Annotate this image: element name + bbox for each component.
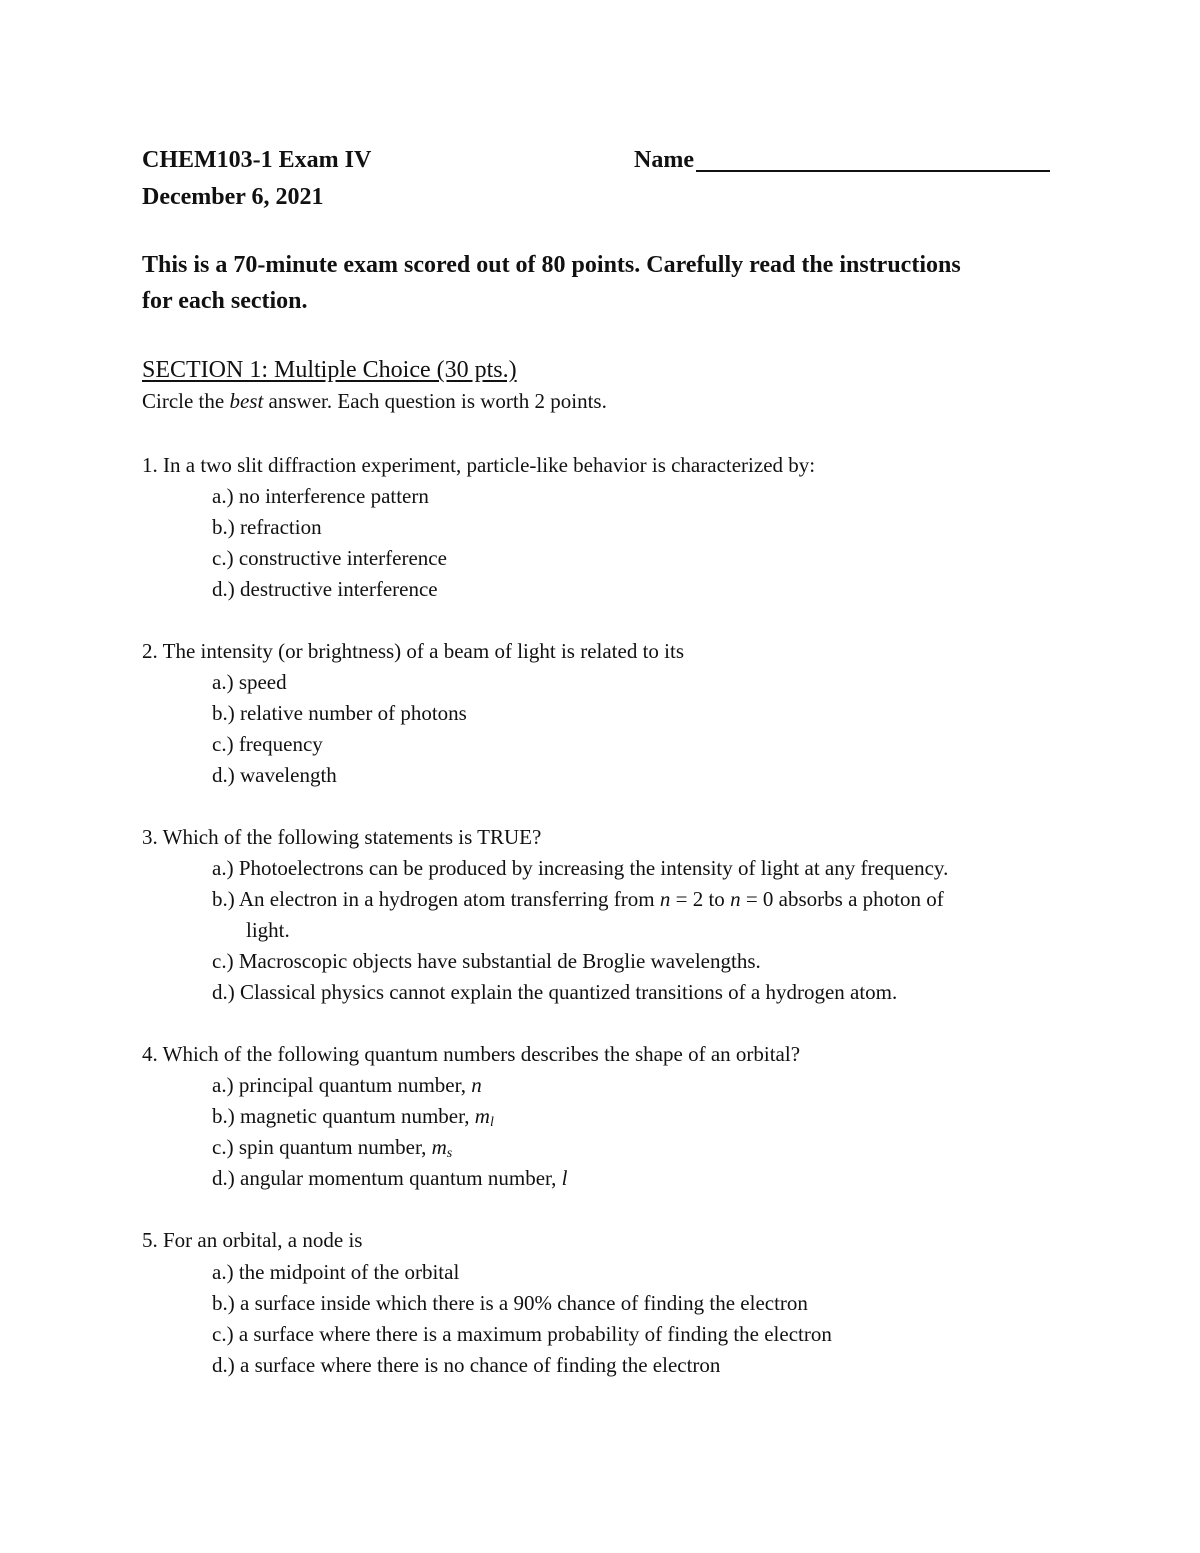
question-2-option-d[interactable]: d.) wavelength (212, 763, 337, 787)
question-4-option-d[interactable]: d.) angular momentum quantum number, l (212, 1166, 568, 1190)
exam-date: December 6, 2021 (142, 184, 324, 210)
question-3-option-a[interactable]: a.) Photoelectrons can be produced by increasing the intensity of light at any frequency. (212, 856, 949, 880)
question-5-stem: 5. For an orbital, a node is (142, 1228, 363, 1252)
name-field (634, 144, 1050, 176)
question-1-stem: 1. In a two slit diffraction experiment, particle-like behavior is characterized by: (142, 453, 816, 477)
question-4-option-a[interactable]: a.) principal quantum number, n (212, 1073, 482, 1097)
question-5-option-c[interactable]: c.) a surface where there is a maximum probability of finding the electron (212, 1322, 832, 1346)
emphasis-best: best (229, 389, 264, 413)
question-3-option-b-continued: light. (246, 918, 290, 942)
question-2-stem: 2. The intensity (or brightness) of a beam of light is related to its (142, 639, 685, 663)
name-label: Name (634, 147, 694, 173)
question-4-option-c[interactable]: c.) spin quantum number, $m_s$ (212, 1135, 453, 1161)
question-3-stem: 3. Which of the following statements is TRUE? (142, 825, 542, 849)
question-5-option-a[interactable]: a.) the midpoint of the orbital (212, 1260, 460, 1284)
question-4-option-b[interactable]: b.) magnetic quantum number, $m_l$ (212, 1104, 494, 1130)
question-1-option-b[interactable]: b.) refraction (212, 515, 322, 539)
question-5-option-d[interactable]: d.) a surface where there is no chance of finding the electron (212, 1353, 721, 1377)
question-1-option-d[interactable]: d.) destructive interference (212, 577, 438, 601)
name-blank-line (696, 169, 1050, 172)
question-2-option-a[interactable]: a.) speed (212, 670, 287, 694)
question-4-stem: 4. Which of the following quantum numbers describes the shape of an orbital? (142, 1042, 801, 1066)
question-2-option-c[interactable]: c.) frequency (212, 732, 323, 756)
question-1-option-c[interactable]: c.) constructive interference (212, 546, 447, 570)
question-1-option-a[interactable]: a.) no interference pattern (212, 484, 429, 508)
intro-line-2: for each section. (142, 288, 308, 314)
intro-line-1: This is a 70-minute exam scored out of 80 points. Carefully read the instructions (142, 252, 961, 278)
question-3-option-b[interactable]: b.) An electron in a hydrogen atom transferring from n = 2 to n = 0 absorbs a photon of (212, 887, 944, 911)
question-3-option-d[interactable]: d.) Classical physics cannot explain the quantized transitions of a hydrogen atom. (212, 980, 898, 1004)
section-1-title: SECTION 1: Multiple Choice (30 pts.) (142, 357, 517, 383)
question-2-option-b[interactable]: b.) relative number of photons (212, 701, 467, 725)
question-3-option-c[interactable]: c.) Macroscopic objects have substantial de Broglie wavelengths. (212, 949, 761, 973)
question-5-option-b[interactable]: b.) a surface inside which there is a 90% chance of finding the electron (212, 1291, 808, 1315)
course-title: CHEM103-1 Exam IV (142, 147, 372, 173)
section-1-instructions: Circle the best answer. Each question is worth 2 points. (142, 389, 607, 413)
